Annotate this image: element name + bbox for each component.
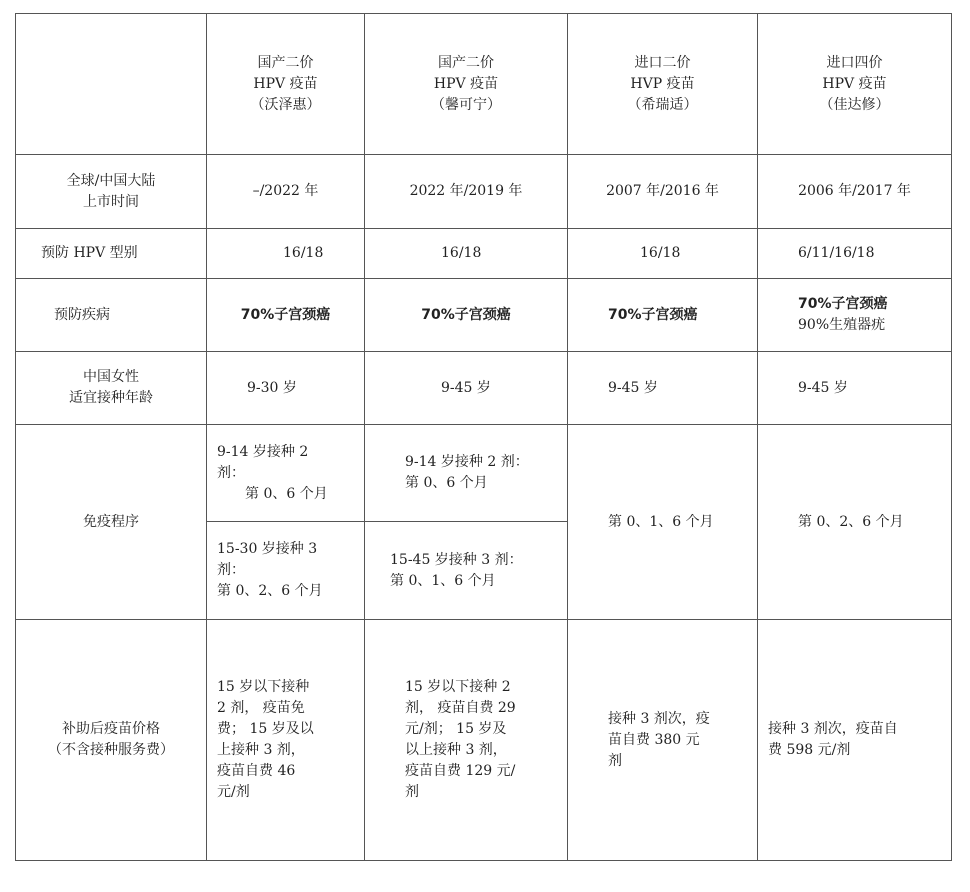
price-text: 疫苗自费 46 [217,763,296,779]
cell-schedule-2-top [365,425,568,522]
header-cell-imported-quadrivalent-gardasil [758,14,952,155]
price-text: 剂 [608,752,622,769]
price-text: 2 剂， 疫苗免 [217,700,305,716]
corner-cell [16,14,207,155]
header-text: 进口四价 [826,54,883,71]
cell-age-1: 9-30 岁 [207,352,365,425]
row-label-text: 全球/中国大陆 [66,172,156,189]
header-text: HPV 疫苗 [253,75,318,92]
schedule-text: 第 0、6 个月 [245,485,328,502]
cell-launch-4: 2006 年/2017 年 [758,155,952,229]
header-text: （馨可宁） [431,96,501,113]
cell-age-2: 9-45 岁 [365,352,568,425]
header-text: 进口二价 [634,54,691,71]
cell-price-3 [568,620,758,861]
cell-launch-2: 2022 年/2019 年 [365,155,568,229]
cell-price-4 [758,620,952,861]
cell-types-1: 16/18 [207,229,365,279]
price-text: 费； 15 岁及以 [217,721,314,737]
header-text: 国产二价 [257,54,314,71]
cell-schedule-4: 第 0、2、6 个月 [758,425,952,620]
schedule-text: 第 0、2、6 个月 [217,583,323,599]
cell-age-3: 9-45 岁 [568,352,758,425]
price-text: 元/剂； 15 岁及 [405,721,507,737]
row-label-text: （不含接种服务费） [48,742,174,758]
price-text: 苗自费 380 元 [608,731,700,748]
row-label-text: 适宜接种年龄 [69,390,153,406]
disease-text: 90%生殖器疣 [798,317,886,333]
schedule-text: 第 0、6 个月 [405,475,488,491]
cell-launch-1: –/2022 年 [207,155,365,229]
header-text: （希瑞适） [627,96,698,113]
row-label-launch-time [16,155,207,229]
row-label-schedule: 免疫程序 [16,425,207,620]
price-text: 上接种 3 剂， [217,742,305,758]
header-cell-imported-bivalent-cervarix [568,14,758,155]
price-text: 15 岁以下接种 2 [405,679,511,695]
header-cell-domestic-bivalent-wozehui [207,14,365,155]
cell-disease-4 [758,279,952,352]
cell-types-4: 6/11/16/18 [758,229,952,279]
schedule-text: 15-45 岁接种 3 剂： [390,551,523,568]
price-text: 接种 3 剂次，疫苗自 [768,721,898,737]
schedule-text: 剂： [217,464,245,481]
price-text: 疫苗自费 129 元/ [405,763,516,779]
schedule-text: 剂： [217,562,245,578]
cell-disease-3: 70%子宫颈癌 [568,279,758,352]
table-row-schedule-top [16,425,952,522]
cell-schedule-1-bottom [207,522,365,620]
price-text: 剂 [405,784,419,800]
disease-text: 70%子宫颈癌 [798,296,888,312]
price-text: 以上接种 3 剂， [405,742,507,758]
price-text: 接种 3 剂次，疫 [608,710,710,727]
table-row-age [16,352,952,425]
price-text: 元/剂 [217,784,250,800]
price-text: 15 岁以下接种 [217,679,310,695]
cell-price-2 [365,620,568,861]
schedule-text: 15-30 岁接种 3 [217,541,318,557]
cell-disease-1: 70%子宫颈癌 [207,279,365,352]
row-label-age [16,352,207,425]
schedule-text: 9-14 岁接种 2 剂： [405,454,529,470]
price-text: 剂， 疫苗自费 29 [405,700,516,716]
header-text: （佳达修） [819,96,890,113]
cell-disease-2: 70%子宫颈癌 [365,279,568,352]
header-cell-domestic-bivalent-xinkening [365,14,568,155]
schedule-text: 第 0、1、6 个月 [390,572,496,589]
cell-types-3: 16/18 [568,229,758,279]
row-label-text: 中国女性 [83,369,139,385]
cell-launch-3: 2007 年/2016 年 [568,155,758,229]
cell-schedule-1-top [207,425,365,522]
hpv-vaccine-comparison-table [15,13,952,861]
row-label-text: 上市时间 [83,193,139,210]
table-row-hpv-types [16,229,952,279]
table-row-price [16,620,952,861]
header-row [16,14,952,155]
row-label-disease: 预防疾病 [16,279,207,352]
cell-schedule-3: 第 0、1、6 个月 [568,425,758,620]
price-text: 费 598 元/剂 [768,742,851,758]
cell-schedule-2-bottom [365,522,568,620]
table-row-disease [16,279,952,352]
cell-types-2: 16/18 [365,229,568,279]
cell-age-4: 9-45 岁 [758,352,952,425]
header-text: 国产二价 [438,54,494,71]
table-row-launch-time [16,155,952,229]
schedule-text: 9-14 岁接种 2 [217,443,309,460]
header-text: HVP 疫苗 [630,75,695,92]
header-text: （沃泽惠） [250,96,321,113]
row-label-text: 补助后疫苗价格 [62,721,160,737]
cell-price-1 [207,620,365,861]
row-label-price [16,620,207,861]
header-text: HPV 疫苗 [433,75,499,92]
row-label-hpv-types: 预防 HPV 型别 [16,229,207,279]
header-text: HPV 疫苗 [822,75,887,92]
